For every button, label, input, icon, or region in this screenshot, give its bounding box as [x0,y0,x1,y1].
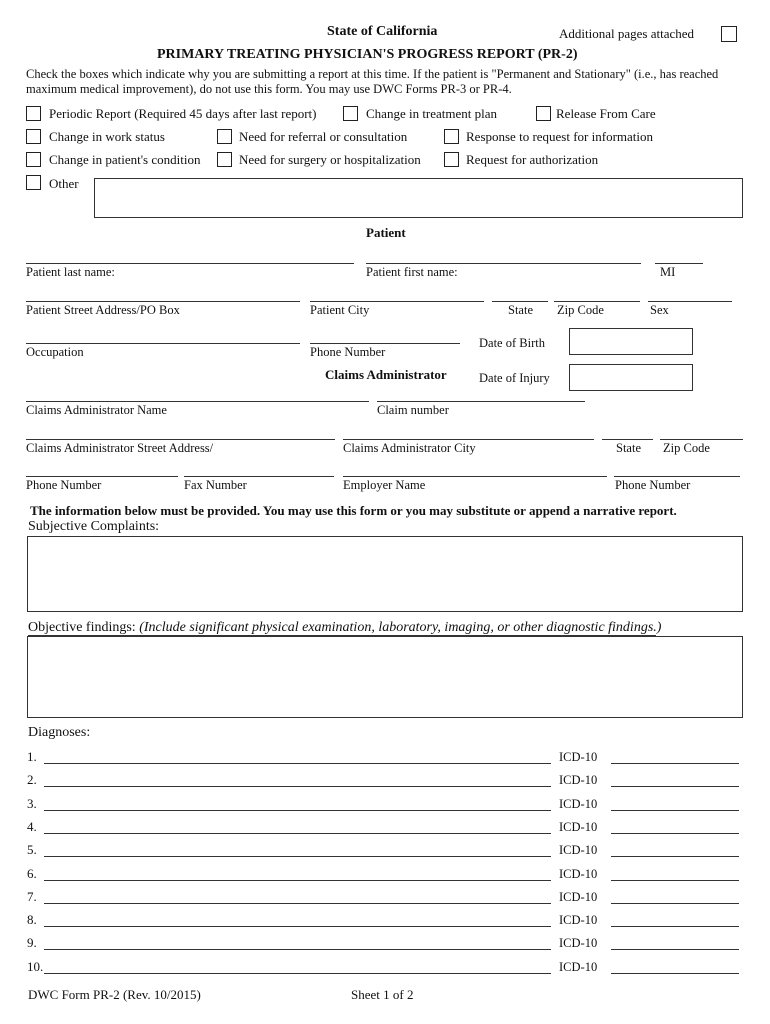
objective-note: (Include significant physical examination, laboratory, imaging, or other diagnostic findings.) [139,620,662,635]
claims-admin-name-line[interactable] [26,401,369,402]
diagnosis-number: 3. [27,795,37,811]
patient-phone-line[interactable] [310,343,460,344]
objective-label [28,620,661,636]
icd10-code-line[interactable] [611,973,739,974]
diagnosis-line[interactable] [44,856,551,857]
periodic-report-label: Periodic Report (Required 45 days after last report) [49,106,317,121]
narrative-notice: The information below must be provided. You may use this form or you may substitute or append a narrative report. [30,503,677,518]
patient-mi-line[interactable] [655,263,703,264]
icd10-label: ICD-10 [559,773,598,788]
patient-street-label: Patient Street Address/PO Box [26,303,180,317]
additional-pages-checkbox[interactable] [721,26,737,42]
diagnosis-number: 6. [27,865,37,881]
icd10-label: ICD-10 [559,936,598,951]
instructions-line-1: Check the boxes which indicate why you are submitting a report at this time. If the patient is "Permanent and Stationary" (i.e., has reached [26,67,719,81]
authorization-label: Request for authorization [466,152,599,167]
icd10-code-line[interactable] [611,903,739,904]
surgery-label: Need for surgery or hospitalization [239,152,421,167]
claims-phone-label: Phone Number [26,478,102,492]
doi-field[interactable] [569,364,693,391]
patient-first-name-line[interactable] [366,263,641,264]
objective-label-text: Objective findings: [28,620,136,635]
diagnosis-number: 9. [27,935,37,951]
claims-zip-line[interactable] [660,439,743,440]
claims-city-line[interactable] [343,439,594,440]
icd10-label: ICD-10 [559,959,598,974]
patient-street-line[interactable] [26,301,300,302]
diagnosis-number: 2. [27,772,37,788]
employer-name-line[interactable] [343,476,607,477]
patient-sex-label: Sex [650,303,669,317]
diagnosis-line[interactable] [44,833,551,834]
patient-state-line[interactable] [492,301,548,302]
sheet-number: Sheet 1 of 2 [351,987,414,1002]
surgery-checkbox[interactable] [217,152,232,167]
icd10-code-line[interactable] [611,880,739,881]
diagnosis-number: 8. [27,912,37,928]
referral-checkbox[interactable] [217,129,232,144]
claims-admin-heading: Claims Administrator [325,367,447,382]
patient-state-label: State [508,303,533,317]
patient-zip-label: Zip Code [557,303,604,317]
patient-phone-label: Phone Number [310,345,386,359]
icd10-code-line[interactable] [611,810,739,811]
occupation-label: Occupation [26,345,84,359]
claims-state-label: State [616,441,641,455]
claims-street-line[interactable] [26,439,335,440]
patient-zip-line[interactable] [554,301,640,302]
response-label: Response to request for information [466,129,654,144]
claims-city-label: Claims Administrator City [343,441,476,455]
additional-pages-label: Additional pages attached [559,26,695,41]
authorization-checkbox[interactable] [444,152,459,167]
diagnosis-line[interactable] [44,926,551,927]
employer-phone-line[interactable] [614,476,740,477]
icd10-label: ICD-10 [559,843,598,858]
diagnosis-line[interactable] [44,763,551,764]
patient-last-name-label: Patient last name: [26,265,115,279]
diagnosis-number: 5. [27,842,37,858]
patient-mi-label: MI [660,265,676,279]
patient-city-line[interactable] [310,301,484,302]
diagnosis-number: 1. [27,749,37,764]
patient-condition-label: Change in patient's condition [49,152,201,167]
patient-sex-line[interactable] [648,301,732,302]
employer-name-label: Employer Name [343,478,426,492]
change-treatment-label: Change in treatment plan [366,106,498,121]
dob-label: Date of Birth [479,336,545,350]
occupation-line[interactable] [26,343,300,344]
diagnosis-line[interactable] [44,903,551,904]
diagnosis-line[interactable] [44,973,551,974]
work-status-label: Change in work status [49,129,165,144]
diagnosis-line[interactable] [44,880,551,881]
patient-last-name-line[interactable] [26,263,354,264]
icd10-label: ICD-10 [559,889,598,904]
icd10-code-line[interactable] [611,856,739,857]
referral-label: Need for referral or consultation [239,129,408,144]
icd10-label: ICD-10 [559,796,598,811]
icd10-code-line[interactable] [611,763,739,764]
other-label: Other [49,176,79,191]
claim-number-line[interactable] [377,401,585,402]
diagnosis-line[interactable] [44,949,551,950]
release-from-care-checkbox[interactable] [536,106,551,121]
response-checkbox[interactable] [444,129,459,144]
form-title: PRIMARY TREATING PHYSICIAN'S PROGRESS REPORT (PR-2) [157,47,578,62]
patient-first-name-label: Patient first name: [366,265,458,279]
diagnosis-line[interactable] [44,786,551,787]
icd10-code-line[interactable] [611,833,739,834]
dob-field[interactable] [569,328,693,355]
form-id: DWC Form PR-2 (Rev. 10/2015) [28,987,201,1002]
change-treatment-checkbox[interactable] [343,106,358,121]
claims-fax-line[interactable] [184,476,334,477]
doi-label: Date of Injury [479,371,550,385]
other-checkbox[interactable] [26,175,41,190]
icd10-code-line[interactable] [611,786,739,787]
diagnosis-line[interactable] [44,810,551,811]
icd10-code-line[interactable] [611,926,739,927]
claims-street-label: Claims Administrator Street Address/ [26,441,214,455]
patient-heading: Patient [366,225,406,240]
icd10-label: ICD-10 [559,819,598,834]
claims-zip-label: Zip Code [663,441,710,455]
diagnosis-number: 4. [27,818,37,834]
employer-phone-label: Phone Number [615,478,691,492]
claims-state-line[interactable] [602,439,653,440]
objective-text-box[interactable] [27,636,743,718]
icd10-label: ICD-10 [559,913,598,928]
patient-city-label: Patient City [310,303,370,317]
claims-phone-line[interactable] [26,476,178,477]
periodic-report-checkbox[interactable] [26,106,41,121]
instructions-line-2: maximum medical improvement), do not use this form. You may use DWC Forms PR-3 or PR-4. [26,82,512,96]
other-text-box[interactable] [94,178,743,218]
release-from-care-label: Release From Care [556,106,656,121]
claims-fax-label: Fax Number [184,478,247,492]
subjective-text-box[interactable] [27,536,743,612]
icd10-label: ICD-10 [559,750,598,764]
icd10-code-line[interactable] [611,949,739,950]
state-heading: State of California [327,24,438,39]
subjective-label: Subjective Complaints: [28,519,160,534]
diagnoses-heading: Diagnoses: [28,725,91,740]
icd10-label: ICD-10 [559,866,598,881]
diagnosis-number: 10. [27,958,44,974]
patient-condition-checkbox[interactable] [26,152,41,167]
work-status-checkbox[interactable] [26,129,41,144]
diagnosis-number: 7. [27,888,37,904]
claim-number-label: Claim number [377,403,449,417]
claims-admin-name-label: Claims Administrator Name [26,403,167,417]
